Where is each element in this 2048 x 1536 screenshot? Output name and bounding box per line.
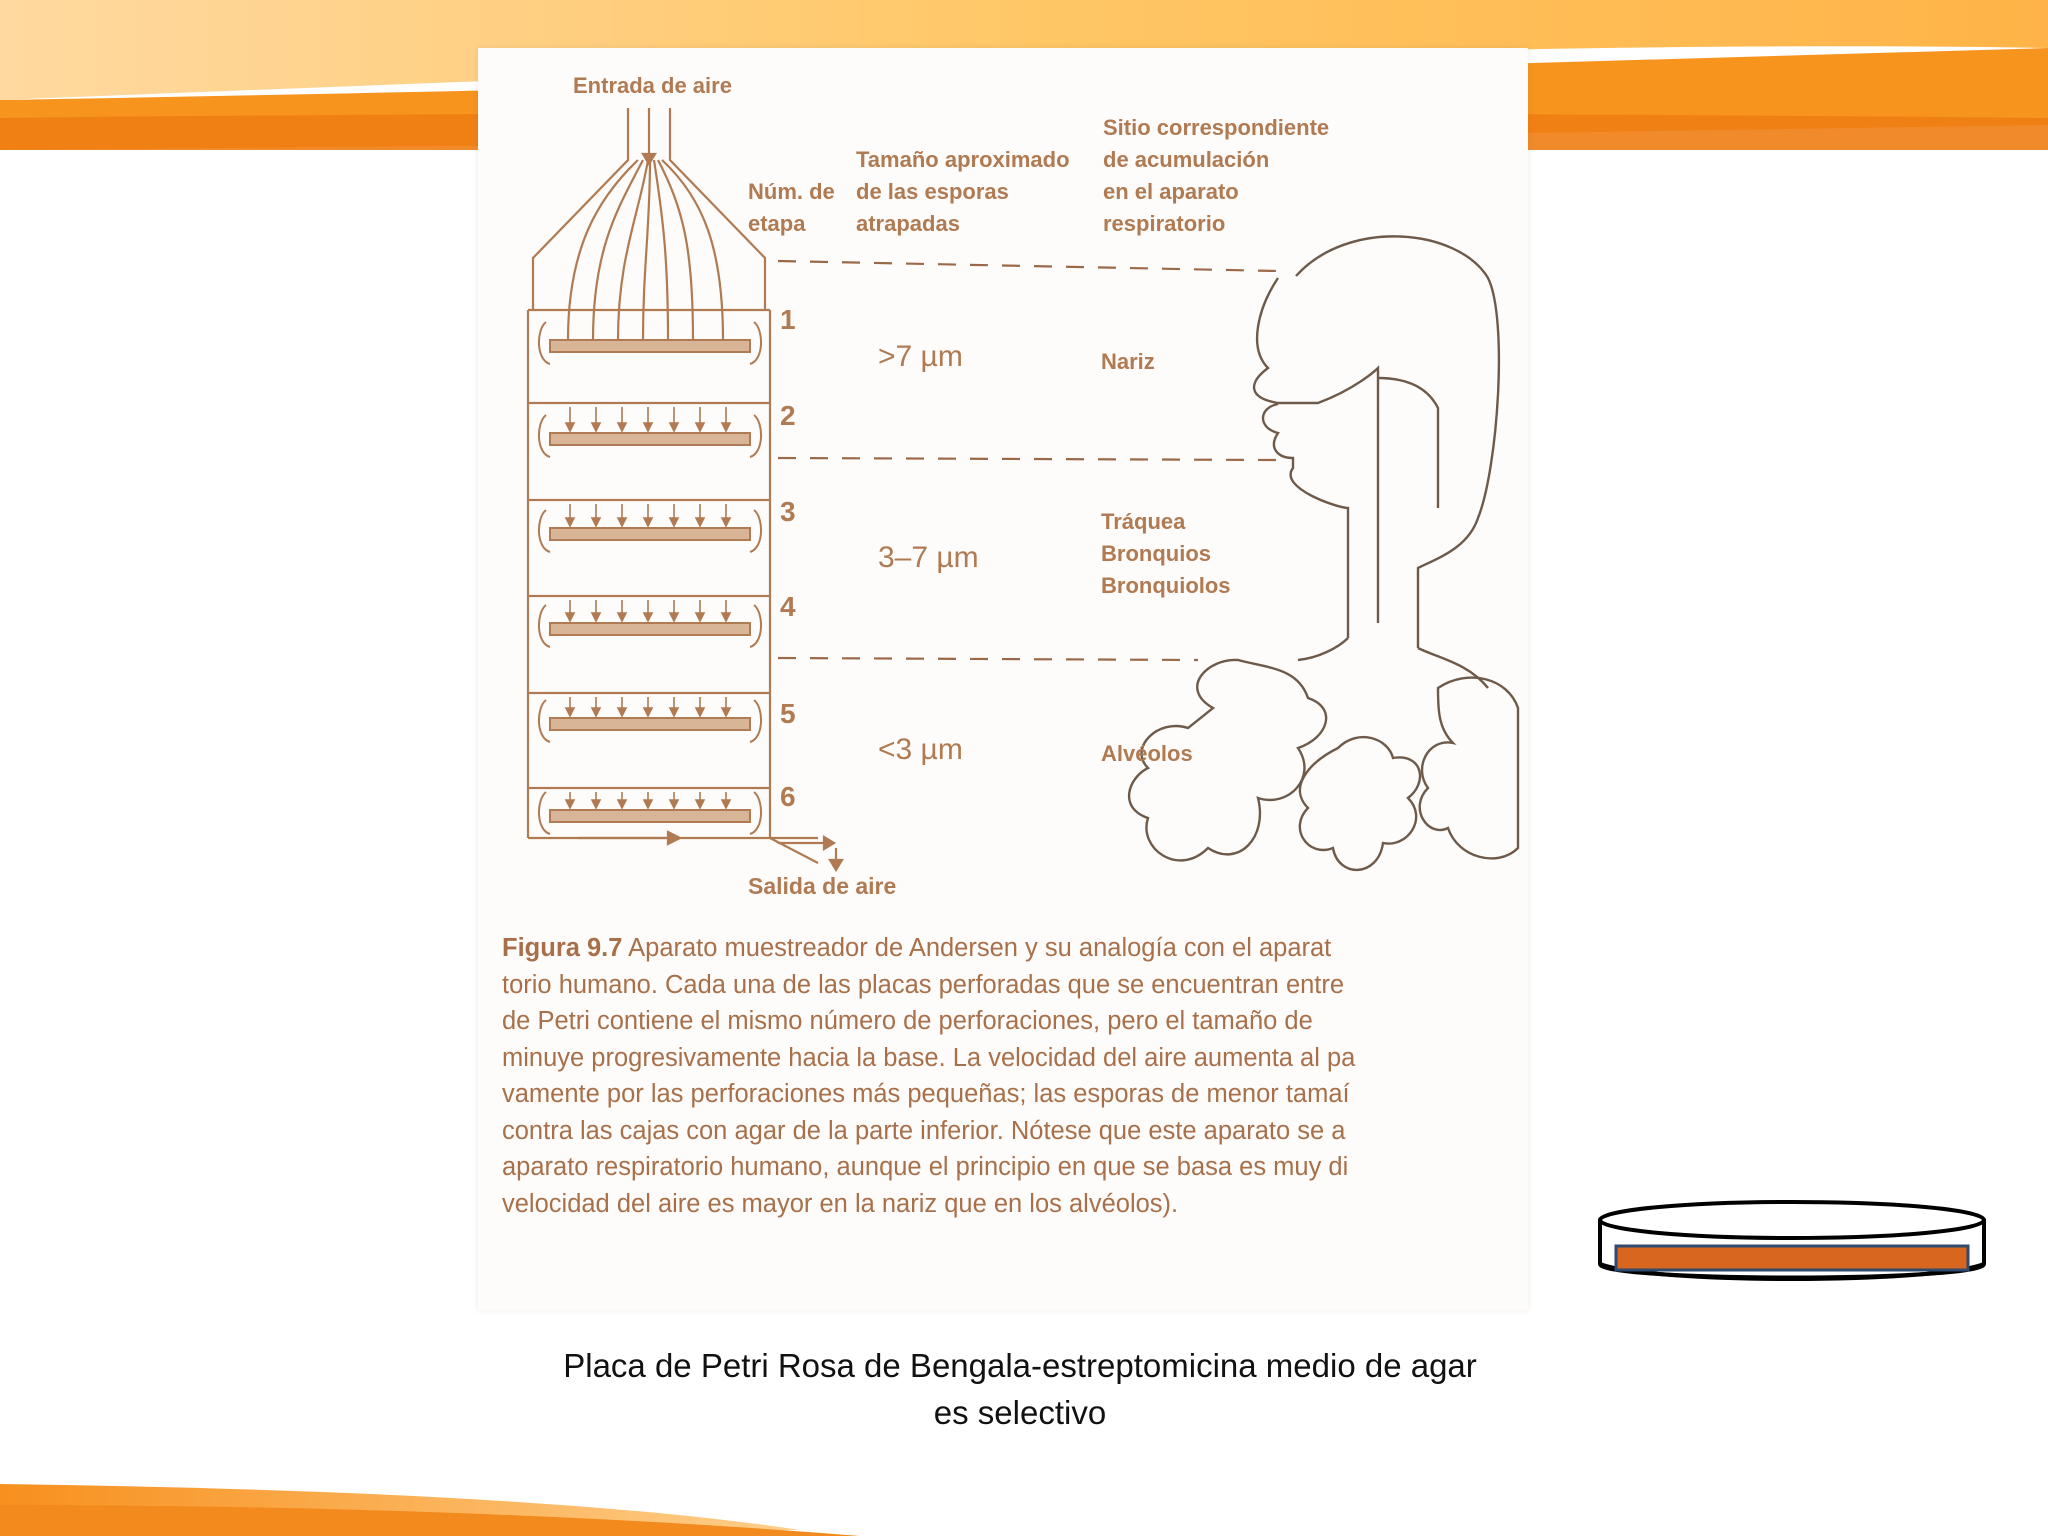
caption-line: contra las cajas con agar de la parte inferior. Nótese que este aparato se a	[502, 1116, 1346, 1145]
size-label: >7 µm	[878, 340, 963, 373]
airflow-arrow-head	[618, 708, 626, 716]
airflow-arrow-head	[696, 518, 704, 526]
airflow-arrow-head	[670, 613, 678, 621]
caption-line: minuye progresivamente hacia la base. La velocidad del aire aumenta al pa	[502, 1043, 1356, 1072]
caption-line	[502, 930, 1502, 967]
sampler-plate	[550, 340, 750, 352]
caption-line: vamente por las perforaciones más pequeñas; las esporas de menor tamaí	[502, 1080, 1350, 1108]
airflow-arrow-head	[670, 423, 678, 431]
header-site-line: respiratorio	[1103, 211, 1226, 236]
airflow-arrow-head	[566, 800, 574, 808]
petri-dish-illustration	[1592, 1192, 1992, 1302]
airflow-arrow-head	[670, 800, 678, 808]
airflow-arrow-head	[722, 613, 730, 621]
airflow-arrow-head	[722, 423, 730, 431]
caption-text: Aparato muestreador de Andersen y su analogía con el aparat	[628, 934, 1332, 962]
caption-label: Figura 9.7	[502, 934, 623, 962]
size-label: 3–7 µm	[878, 541, 979, 574]
site-label-bronquios: Bronquios	[1101, 541, 1211, 566]
airflow-arrow-head	[618, 800, 626, 808]
airflow-arrow-head	[722, 708, 730, 716]
airflow-arrow-head	[566, 613, 574, 621]
slide-caption-line2: es selectivo	[933, 1394, 1107, 1431]
stage-number: 6	[780, 781, 796, 812]
sampler-plate	[550, 528, 750, 540]
outlet-label: Salida de aire	[748, 873, 897, 899]
header-site-line: Sitio correspondiente	[1103, 115, 1330, 140]
bottom-band	[0, 1484, 860, 1536]
stage-number: 5	[780, 698, 796, 729]
slide-caption	[480, 1342, 1560, 1436]
airflow-arrow-head	[644, 423, 652, 431]
stage-number: 2	[780, 400, 796, 431]
airflow-arrow-head	[696, 613, 704, 621]
header-size-line: atrapadas	[856, 211, 960, 236]
sampler-plate	[550, 718, 750, 730]
sampler-plate	[550, 810, 750, 822]
airflow-arrow-head	[618, 423, 626, 431]
airflow-arrow-head	[592, 423, 600, 431]
airflow-arrow-head	[566, 423, 574, 431]
airflow-arrow-head	[644, 800, 652, 808]
airflow-arrow-head	[696, 423, 704, 431]
airflow-arrow-head	[696, 800, 704, 808]
airflow-arrow-head	[592, 518, 600, 526]
header-stage-line: etapa	[748, 211, 806, 236]
stage-number: 4	[780, 591, 796, 622]
airflow-arrow-head	[644, 708, 652, 716]
airflow-arrow-head	[618, 518, 626, 526]
airflow-arrow-head	[592, 800, 600, 808]
airflow-arrow-head	[722, 800, 730, 808]
site-label-traquea: Tráquea	[1101, 509, 1186, 534]
site-label-bronquiolos: Bronquiolos	[1101, 573, 1231, 598]
slide-caption-line1: Placa de Petri Rosa de Bengala-estreptomicina medio de agar	[563, 1347, 1477, 1384]
site-label-alveolos: Alvéolos	[1101, 741, 1193, 766]
airflow-arrow-head	[618, 613, 626, 621]
size-label: <3 µm	[878, 733, 963, 766]
sampler-plate	[550, 433, 750, 445]
caption-line: velocidad del aire es mayor en la nariz que en los alvéolos).	[502, 1189, 1179, 1218]
caption-line: aparato respiratorio humano, aunque el principio en que se basa es muy di	[502, 1153, 1349, 1181]
site-label-nariz: Nariz	[1101, 349, 1155, 374]
airflow-arrow-head	[670, 518, 678, 526]
airflow-arrow-head	[592, 708, 600, 716]
airflow-arrow-head	[644, 518, 652, 526]
airflow-arrow-head	[696, 708, 704, 716]
header-site-line: en el aparato	[1103, 179, 1239, 204]
figure-caption	[502, 930, 1502, 1230]
airflow-arrow-head	[644, 613, 652, 621]
header-size-line: de las esporas	[856, 179, 1009, 204]
sampler-plate	[550, 623, 750, 635]
caption-line: torio humano. Cada una de las placas perforadas que se encuentran entre	[502, 970, 1345, 999]
airflow-arrow-head	[566, 518, 574, 526]
airflow-arrow-head	[722, 518, 730, 526]
header-site-line: de acumulación	[1103, 147, 1270, 172]
airflow-arrow-head	[670, 708, 678, 716]
inlet-label: Entrada de aire	[573, 73, 732, 98]
stage-number: 3	[780, 496, 796, 527]
header-stage-line: Núm. de	[748, 179, 835, 204]
header-size-line: Tamaño aproximado	[856, 147, 1070, 172]
caption-line: de Petri contiene el mismo número de perforaciones, pero el tamaño de	[502, 1007, 1313, 1035]
airflow-arrow-head	[566, 708, 574, 716]
stage-number: 1	[780, 304, 796, 335]
airflow-arrow-head	[592, 613, 600, 621]
